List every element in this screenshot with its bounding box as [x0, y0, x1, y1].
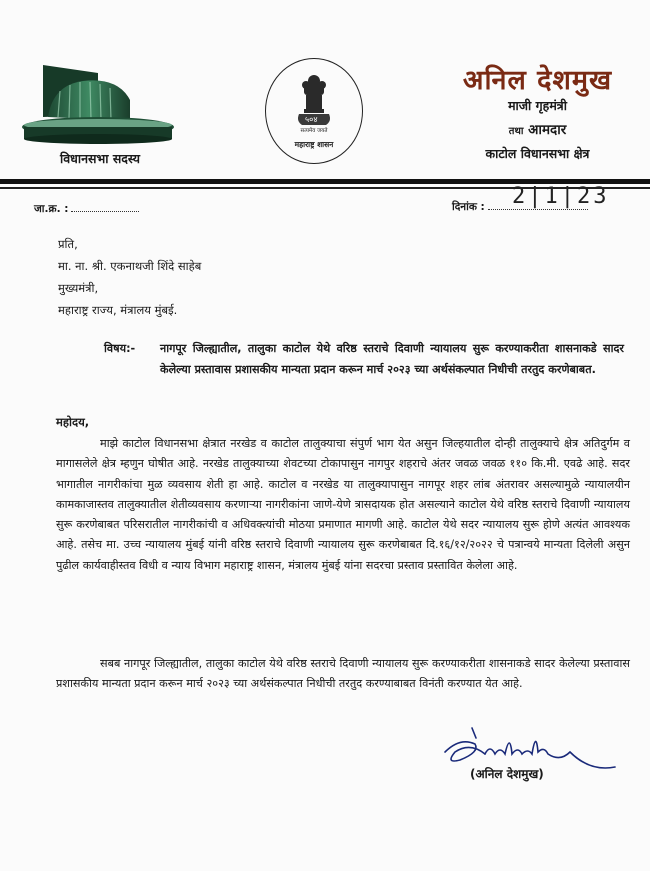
- body-paragraph: सबब नागपूर जिल्ह्यातील, तालुका काटोल येथे वरिष्ठ स्तराचे दिवाणी न्यायालय सुरू करण्याकरीता शासनाकडे सादर केलेल्या प्रस्तावास प्रशासकीय मान्यता प्रदान करून मार्च २०२३ च्या अर्थसंकल्पात निधीची तरतुद करण्याबाबत विनंती करण्यात येत आहे.: [56, 657, 630, 691]
- designation-prefix: तथा: [508, 126, 524, 137]
- reference-blank: [71, 211, 139, 212]
- designation-former-home-minister: माजी गृहमंत्री: [508, 98, 567, 113]
- date-label: दिनांक :: [452, 201, 485, 213]
- subject-text: नागपूर जिल्ह्यातील, तालुका काटोल येथे वरिष्ठ स्तराचे दिवाणी न्यायालय सुरू करण्याकरीता शासनाकडे सादर केलेल्या प्रस्तावास प्रशासकीय मान्यता प्रदान करून मार्च २०२३ च्या अर्थसंकल्पात निधीची तरतुद करणेबाबत.: [160, 342, 624, 376]
- constituency: काटोल विधानसभा क्षेत्र: [485, 146, 590, 161]
- handwritten-date: 2|1|23: [512, 184, 610, 209]
- svg-text:५०४: ५०४: [305, 115, 318, 124]
- sender-name: अनिल देशमुख: [462, 65, 613, 96]
- body-paragraph: माझे काटोल विधानसभा क्षेत्रात नरखेड व काटोल तालुक्याचा संपुर्ण भाग येत असुन जिल्हयातील दोन्ही तालुक्याचे क्षेत्र अतिदुर्गम व मागासलेले क्षेत्र म्हणुन घोषीत आहे. नरखेड तालुक्याच्या शेवटच्या टोकापासुन नागपुर शहराचे अंतर जवळ जवळ ११० कि.मी. एवढे आहे. सदर भागातील नागरीकांचा मुळ व्यवसाय शेती हा आहे. काटोल व नरखेड या तालुक्यापासुन नागपूर शहर लांब अंतरावर असल्यामुळे न्यायालयीन कामकाजास्तव तालुक्यातील शेतीव्यवसाय करणाऱ्या नागरीकांना जाणे-येणे त्रासदायक होत असल्याने काटोल येथे वरिष्ठ स्तराचे दिवाणी न्यायालय सुरू करणेबाबत परिसरातील नागरीकांची व अधिवक्त्यांची मोठया प्रमाणात मागणी आहे. काटोल येथे सदर न्यायालय सुरू होणे अत्यंत आवश्यक आहे. तसेच मा. उच्च न्यायालय मुंबई यांनी वरिष्ठ स्तराचे दिवाणी न्यायालय सुरू करणेबाबत दि.१६/१२/२०२२ चे पत्रान्वये मान्यता दिलेली असुन पुढील कार्यवाहीस्तव विधी व न्याय विभाग महाराष्ट्र शासन, मंत्रालय मुंबई यांना सदरचा प्रस्ताव प्रस्तावित केलेला आहे.: [56, 437, 630, 572]
- emblem-caption: महाराष्ट्र शासन: [294, 140, 334, 149]
- address-line: मुख्यमंत्री,: [58, 281, 99, 295]
- subject-label: विषय:-: [104, 342, 136, 355]
- address-line: प्रति,: [58, 237, 78, 251]
- signer-name: (अनिल देशमुख): [470, 767, 544, 781]
- vidhan-bhavan-building-icon: [18, 55, 178, 155]
- emblem-motto: सत्यमेव जयते: [300, 128, 328, 134]
- address-line: मा. ना. श्री. एकनाथजी शिंदे साहेब: [58, 259, 202, 273]
- designation-mla-text: आमदार: [528, 122, 567, 138]
- designation-mla: [430, 120, 645, 138]
- salutation: महोदय,: [56, 415, 90, 429]
- reference-number: [34, 202, 139, 216]
- subject-block: [104, 338, 624, 380]
- address-line: महाराष्ट्र राज्य, मंत्रालय मुंबई.: [58, 303, 178, 317]
- member-caption: विधानसभा सदस्य: [59, 151, 141, 166]
- reference-label: जा.क्र. :: [34, 203, 69, 215]
